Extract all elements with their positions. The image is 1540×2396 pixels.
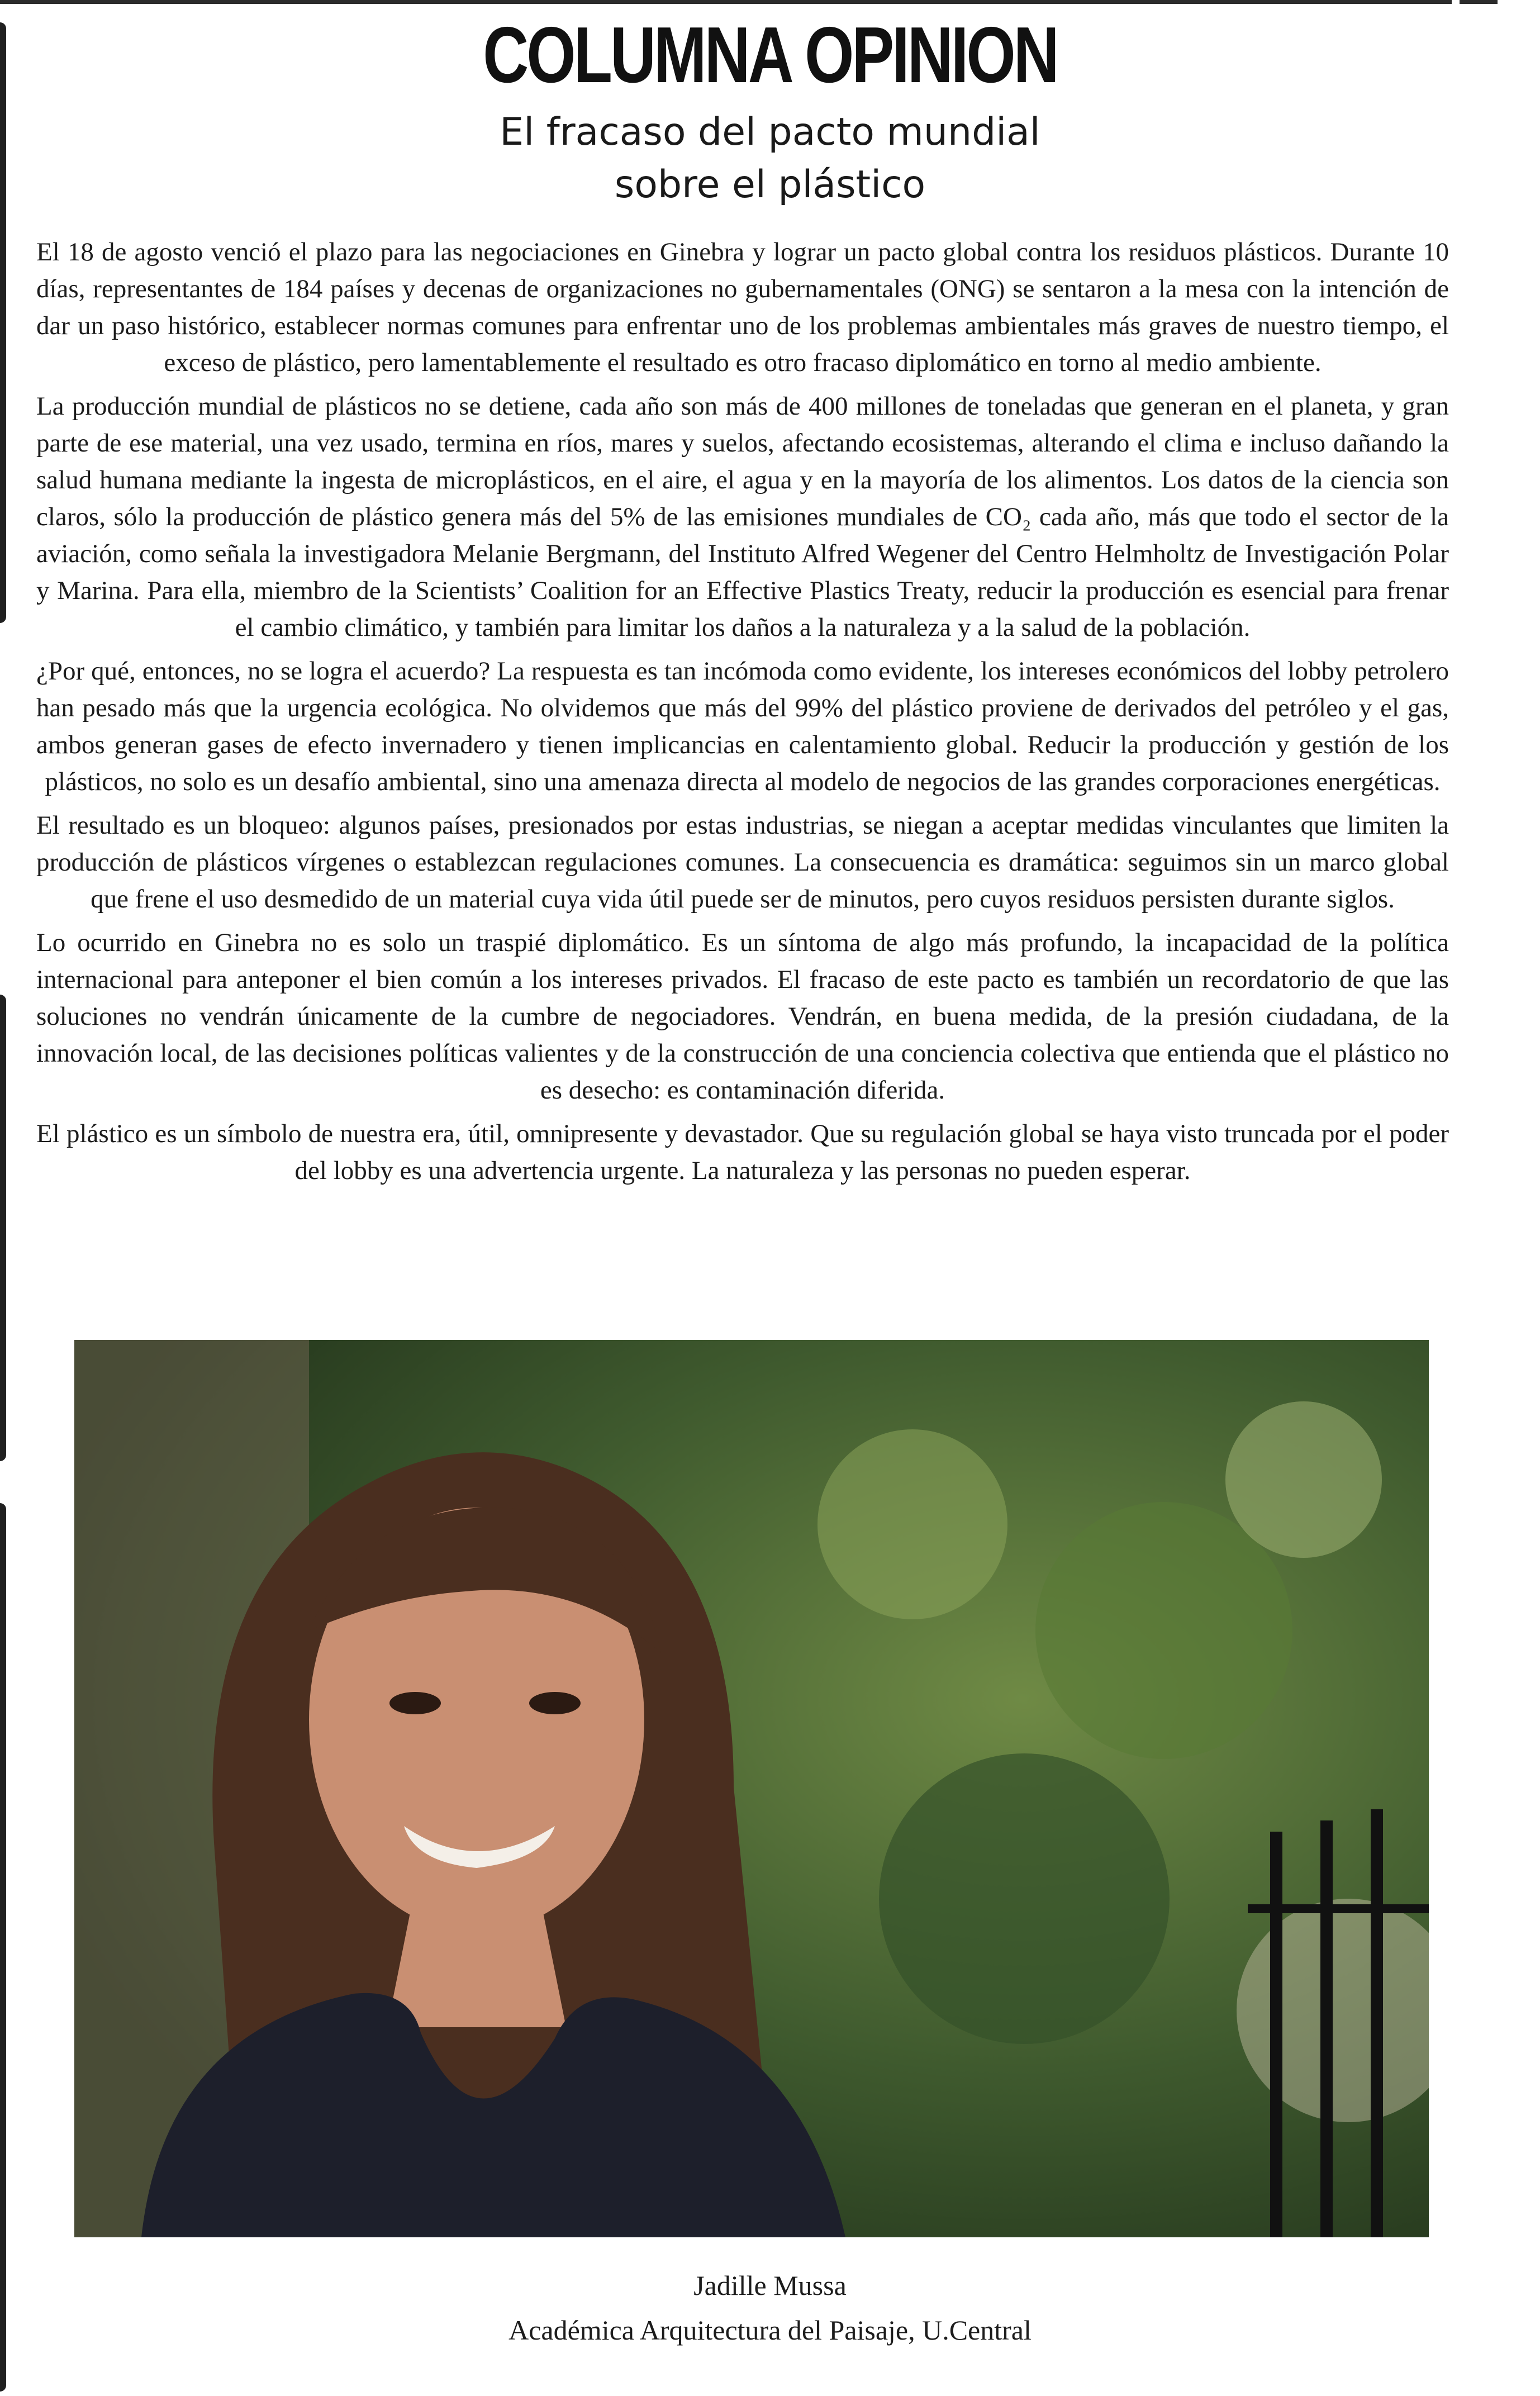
page-edge-tab (0, 1503, 6, 2392)
author-role: Académica Arquitectura del Paisaje, U.Central (508, 2314, 1032, 2346)
article-paragraph: La producción mundial de plásticos no se detiene, cada año son más de 400 millones de toneladas que generan en el planeta, y gran parte de ese material, una vez usado, termina en ríos, mares y suelos, afectando ecosistemas, alterando el clima e incluso dañando la salud humana mediante la ingesta de microplásticos, en el aire, el agua y en la mayoría de los alimentos. Los datos de la ciencia son claros, sólo la producción de plástico genera más del 5% de las emisiones mundiales de CO₂ cada año, más que todo el sector de la aviación, como señala la investigadora Melanie Bergmann, del Instituto Alfred Wegener del Centro Helmholtz de Investigación Polar y Marina. Para ella, miembro de la Scientists’ Coalition for an Effective Plastics Treaty, reducir la producción es esencial para frenar el cambio climático, y también para limitar los daños a la naturaleza y a la salud de la población. (36, 392, 1449, 642)
article-body (36, 234, 1449, 1196)
corner-mark (1460, 0, 1498, 4)
article-paragraph: El 18 de agosto venció el plazo para las negociaciones en Ginebra y lograr un pacto global contra los residuos plásticos. Durante 10 días, representantes de 184 países y decenas de organizaciones no gubernamentales (ONG) se sentaron a la mesa con la intención de dar un paso histórico, establecer normas comunes para enfrentar uno de los problemas ambientales más graves de nuestro tiempo, el exceso de plástico, pero lamentablemente el resultado es otro fracaso diplomático en torno al medio ambiente. (36, 237, 1449, 377)
author-name: Jadille Mussa (693, 2270, 847, 2301)
author-photo (74, 1340, 1429, 2237)
article-paragraph: Lo ocurrido en Ginebra no es solo un traspié diplomático. Es un síntoma de algo más profundo, la incapacidad de la política internacional para anteponer el bien común a los intereses privados. El fracaso de este pacto es también un recordatorio de que las soluciones no vendrán únicamente de la cumbre de negociadores. Vendrán, en buena medida, de la presión ciudadana, de la innovación local, de las decisiones políticas valientes y de la construcción de una conciencia colectiva que entienda que el plástico no es desecho: es contaminación diferida. (36, 928, 1449, 1105)
article-headline (0, 106, 1540, 211)
author-portrait-illustration (74, 1340, 1429, 2237)
article-paragraph: El plástico es un símbolo de nuestra era, útil, omnipresente y devastador. Que su regulación global se haya visto truncada por el poder del lobby es una advertencia urgente. La naturaleza y las personas no pueden esperar. (36, 1119, 1449, 1185)
section-masthead: COLUMNA OPINION (483, 11, 1057, 99)
article-paragraph: ¿Por qué, entonces, no se logra el acuerdo? La respuesta es tan incómoda como evidente, los intereses económicos del lobby petrolero han pesado más que la urgencia ecológica. No olvidemos que más del 99% del plástico proviene de derivados del petróleo y el gas, ambos generan gases de efecto invernadero y tienen implicancias en calentamiento global. Reducir la producción y gestión de los plásticos, no solo es un desafío ambiental, sino una amenaza directa al modelo de negocios de las grandes corporaciones energéticas. (36, 657, 1449, 796)
author-byline (0, 2263, 1540, 2352)
page-edge-tab (0, 995, 6, 1461)
headline-line-1: El fracaso del pacto mundial (500, 110, 1040, 154)
headline-line-2: sobre el plástico (614, 163, 926, 207)
top-rule (0, 0, 1452, 4)
article-paragraph: El resultado es un bloqueo: algunos países, presionados por estas industrias, se niegan a aceptar medidas vinculantes que limiten la producción de plásticos vírgenes o establezcan regulaciones comunes. La consecuencia es dramática: seguimos sin un marco global que frene el uso desmedido de un material cuya vida útil puede ser de minutos, pero cuyos residuos persisten durante siglos. (36, 811, 1449, 914)
